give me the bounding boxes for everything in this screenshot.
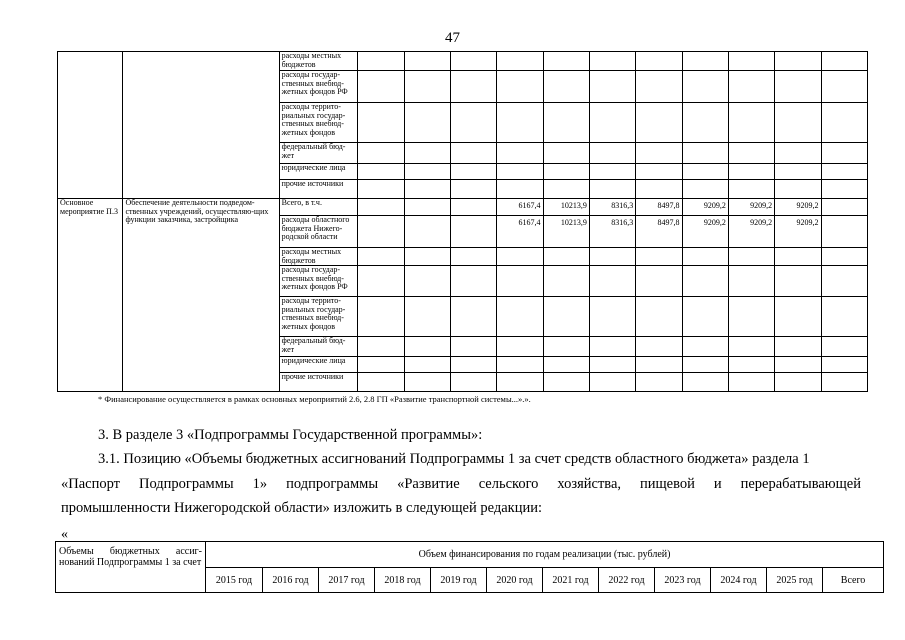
value-cell [682, 180, 728, 199]
value-cell: 9209,2 [682, 216, 728, 248]
year-header-cell: 2022 год [599, 568, 655, 593]
value-cell: 8316,3 [589, 216, 635, 248]
year-header-cell: Всего [823, 568, 884, 593]
value-cell [450, 216, 496, 248]
value-cell: 9209,2 [682, 199, 728, 216]
value-cell [636, 373, 682, 392]
value-cell: 10213,9 [543, 216, 589, 248]
value-cell [682, 103, 728, 143]
funding-source-cell: расходы местных бюджетов [279, 248, 358, 266]
value-cell [775, 373, 821, 392]
funding-source-cell: Всего, в т.ч. [279, 199, 358, 216]
word: 1» [252, 476, 268, 492]
value-cell: 10213,9 [543, 199, 589, 216]
value-cell: 8316,3 [589, 199, 635, 216]
value-cell [497, 103, 543, 143]
value-cell [404, 143, 450, 164]
value-cell: 9209,2 [775, 199, 821, 216]
table-header-span: Объем финансирования по годам реализации (тыс. рублей) [206, 542, 884, 568]
value-cell [821, 103, 868, 143]
value-cell [543, 266, 589, 297]
value-cell: 9209,2 [775, 216, 821, 248]
value-cell [636, 357, 682, 373]
value-cell [589, 297, 635, 337]
year-header-cell: 2025 год [767, 568, 823, 593]
value-cell [636, 103, 682, 143]
value-cell [636, 52, 682, 71]
value-cell [636, 297, 682, 337]
value-cell [682, 373, 728, 392]
value-cell [404, 216, 450, 248]
value-cell [497, 373, 543, 392]
value-cell [450, 337, 496, 357]
value-cell [775, 337, 821, 357]
value-cell [450, 103, 496, 143]
value-cell [821, 297, 868, 337]
value-cell [543, 52, 589, 71]
year-header-cell: 2017 год [319, 568, 375, 593]
value-cell: 9209,2 [728, 216, 774, 248]
value-cell [404, 71, 450, 103]
value-cell [404, 266, 450, 297]
table-row [58, 199, 868, 216]
value-cell [636, 248, 682, 266]
value-cell [682, 164, 728, 180]
value-cell [636, 266, 682, 297]
value-cell [358, 103, 404, 143]
value-cell [821, 199, 868, 216]
funding-source-cell: расходы государ-ственных внебюд-жетных фондов РФ [279, 266, 358, 297]
funding-source-cell: прочие источники [279, 373, 358, 392]
funding-source-cell: прочие источники [279, 180, 358, 199]
value-cell [358, 199, 404, 216]
value-cell [450, 180, 496, 199]
word: подпрограммы [286, 476, 379, 492]
value-cell [589, 248, 635, 266]
footnote: * Финансирование осуществляется в рамках основных мероприятий 2.6, 2.8 ГП «Развитие транспортной системы...».». [98, 394, 531, 404]
value-cell [728, 266, 774, 297]
value-cell [450, 71, 496, 103]
value-cell [589, 143, 635, 164]
value-cell [636, 71, 682, 103]
value-cell [821, 164, 868, 180]
value-cell [589, 71, 635, 103]
value-cell [358, 297, 404, 337]
year-header-cell: 2024 год [711, 568, 767, 593]
paragraph-3-1: 3.1. Позицию «Объемы бюджетных ассигнований Подпрограммы 1 за счет средств областного бюджета» раздела 1 [98, 451, 810, 467]
table-row [58, 52, 868, 71]
funding-source-cell: юридические лица [279, 357, 358, 373]
value-cell [358, 164, 404, 180]
value-cell [775, 180, 821, 199]
value-cell [589, 103, 635, 143]
open-quote: « [61, 527, 68, 542]
value-cell [682, 357, 728, 373]
funding-source-cell: юридические лица [279, 164, 358, 180]
value-cell [775, 52, 821, 71]
value-cell [821, 52, 868, 71]
value-cell [404, 248, 450, 266]
funding-source-cell: федеральный бюд-жет [279, 337, 358, 357]
value-cell [728, 143, 774, 164]
value-cell [404, 373, 450, 392]
value-cell [589, 357, 635, 373]
word: сельского [478, 476, 539, 492]
word: и [713, 476, 722, 492]
value-cell [358, 266, 404, 297]
value-cell [450, 199, 496, 216]
value-cell [358, 373, 404, 392]
value-cell [589, 180, 635, 199]
value-cell [775, 143, 821, 164]
funding-source-cell: расходы государ-ственных внебюд-жетных фондов РФ [279, 71, 358, 103]
value-cell [543, 71, 589, 103]
funding-source-cell: расходы областного бюджета Нижего-родской области [279, 216, 358, 248]
funding-table-bottom [55, 541, 884, 593]
value-cell [775, 357, 821, 373]
funding-source-cell: расходы террито-риальных государ-ственных внебюд-жетных фондов [279, 103, 358, 143]
value-cell [589, 164, 635, 180]
value-cell [821, 337, 868, 357]
value-cell [543, 357, 589, 373]
value-cell [543, 103, 589, 143]
year-header-cell: 2023 год [655, 568, 711, 593]
value-cell [358, 248, 404, 266]
value-cell [728, 248, 774, 266]
value-cell [497, 357, 543, 373]
value-cell [497, 337, 543, 357]
description-cell: Обеспечение деятельности подведом-ственных учреждений, осуществляю-щих функции заказчика, застройщика [123, 199, 279, 392]
value-cell [404, 180, 450, 199]
value-cell [543, 297, 589, 337]
value-cell [497, 297, 543, 337]
value-cell [543, 164, 589, 180]
value-cell [450, 266, 496, 297]
value-cell [450, 248, 496, 266]
word: «Развитие [397, 476, 460, 492]
value-cell [682, 143, 728, 164]
value-cell [775, 103, 821, 143]
year-header-cell: 2020 год [487, 568, 543, 593]
year-header-cell: 2015 год [206, 568, 263, 593]
value-cell [589, 337, 635, 357]
value-cell [821, 71, 868, 103]
table-header-left: Объемы бюджетных ассиг-нований Подпрограммы 1 за счет [56, 542, 206, 593]
value-cell [358, 143, 404, 164]
word: «Паспорт [61, 476, 120, 492]
value-cell [543, 337, 589, 357]
value-cell [589, 373, 635, 392]
value-cell [404, 52, 450, 71]
year-header-cell: 2021 год [543, 568, 599, 593]
funding-source-cell: федеральный бюд-жет [279, 143, 358, 164]
value-cell [682, 297, 728, 337]
value-cell [728, 357, 774, 373]
value-cell [775, 164, 821, 180]
value-cell [682, 52, 728, 71]
value-cell [636, 164, 682, 180]
value-cell [450, 143, 496, 164]
value-cell [404, 297, 450, 337]
value-cell [450, 297, 496, 337]
value-cell [543, 248, 589, 266]
value-cell [728, 164, 774, 180]
value-cell: 6167,4 [497, 216, 543, 248]
value-cell [497, 266, 543, 297]
value-cell [821, 216, 868, 248]
value-cell [404, 357, 450, 373]
value-cell [404, 199, 450, 216]
value-cell [775, 248, 821, 266]
funding-source-cell: расходы террито-риальных государ-ственных внебюд-жетных фондов [279, 297, 358, 337]
value-cell [821, 180, 868, 199]
value-cell [728, 103, 774, 143]
word: перерабатывающей [740, 476, 861, 492]
value-cell [543, 143, 589, 164]
value-cell [358, 337, 404, 357]
page-number: 47 [445, 30, 460, 46]
value-cell [497, 164, 543, 180]
value-cell: 8497,8 [636, 216, 682, 248]
value-cell [821, 373, 868, 392]
value-cell [358, 357, 404, 373]
value-cell [821, 266, 868, 297]
value-cell [358, 71, 404, 103]
value-cell [589, 266, 635, 297]
value-cell [497, 143, 543, 164]
value-cell [358, 216, 404, 248]
value-cell [775, 266, 821, 297]
funding-table-top [57, 51, 868, 392]
word: пищевой [639, 476, 695, 492]
value-cell [775, 297, 821, 337]
value-cell [404, 103, 450, 143]
value-cell [821, 248, 868, 266]
year-header-cell: 2016 год [263, 568, 319, 593]
value-cell [821, 143, 868, 164]
value-cell: 9209,2 [728, 199, 774, 216]
value-cell: 8497,8 [636, 199, 682, 216]
value-cell [775, 71, 821, 103]
value-cell [543, 373, 589, 392]
value-cell [497, 248, 543, 266]
word: Подпрограммы [138, 476, 234, 492]
value-cell [682, 248, 728, 266]
value-cell [450, 164, 496, 180]
value-cell [728, 71, 774, 103]
year-header-cell: 2019 год [431, 568, 487, 593]
value-cell [358, 52, 404, 71]
value-cell [728, 373, 774, 392]
value-cell [497, 71, 543, 103]
value-cell: 6167,4 [497, 199, 543, 216]
value-cell [728, 297, 774, 337]
value-cell [404, 337, 450, 357]
year-header-cell: 2018 год [375, 568, 431, 593]
value-cell [450, 373, 496, 392]
paragraph-3-1-continued [61, 476, 861, 492]
value-cell [543, 180, 589, 199]
measure-cell [58, 52, 123, 199]
value-cell [682, 71, 728, 103]
value-cell [682, 337, 728, 357]
value-cell [450, 357, 496, 373]
paragraph-section-3: 3. В разделе 3 «Подпрограммы Государственной программы»: [98, 427, 483, 443]
value-cell [728, 180, 774, 199]
paragraph-3-1-end: промышленности Нижегородской области» изложить в следующей редакции: [61, 500, 542, 516]
value-cell [682, 266, 728, 297]
value-cell [821, 357, 868, 373]
value-cell [450, 52, 496, 71]
value-cell [728, 337, 774, 357]
value-cell [589, 52, 635, 71]
description-cell [123, 52, 279, 199]
value-cell [728, 52, 774, 71]
value-cell [497, 52, 543, 71]
word: хозяйства, [557, 476, 621, 492]
value-cell [497, 180, 543, 199]
value-cell [636, 143, 682, 164]
measure-cell: Основное мероприятие П.3 [58, 199, 123, 392]
value-cell [358, 180, 404, 199]
funding-source-cell: расходы местных бюджетов [279, 52, 358, 71]
value-cell [404, 164, 450, 180]
value-cell [636, 337, 682, 357]
value-cell [636, 180, 682, 199]
